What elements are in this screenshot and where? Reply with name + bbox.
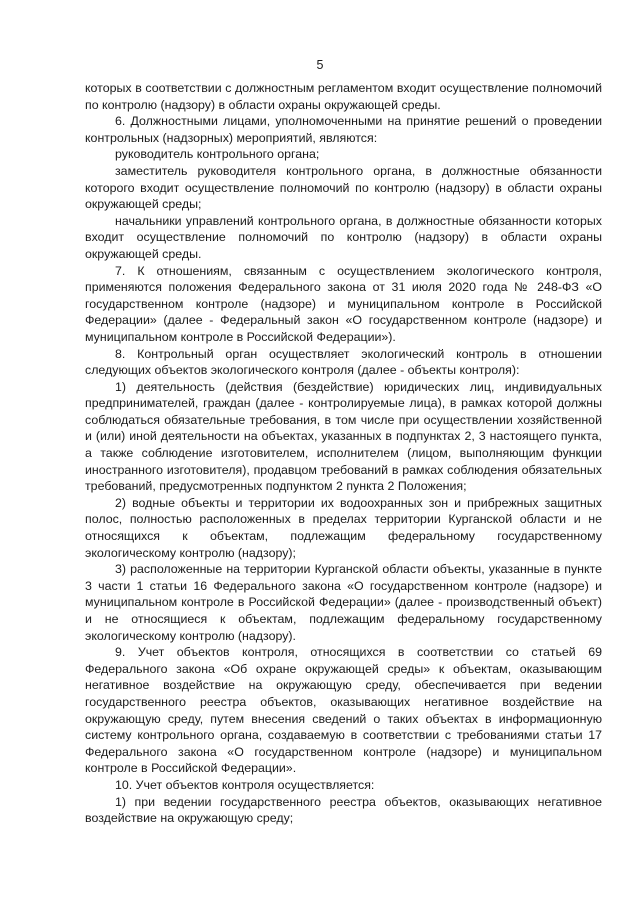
paragraph: которых в соответствии с должностным регламентом входит осуществление полномочий по контролю (надзору) в области охраны окружающей среды. xyxy=(85,81,602,112)
paragraph: начальники управлений контрольного органа, в должностные обязанности которых входит осуществление полномочий по контролю (надзору) в области охраны окружающей среды. xyxy=(85,213,602,261)
paragraph: 7. К отношениям, связанным с осуществлением экологического контроля, применяются положения Федерального закона от 31 июля 2020 года № 248-ФЗ «О государственном контроле (надзоре) и муниципальном контроле в Российской Федерации» (далее - Федеральный закон «О государственном контроле (надзоре) и муниципальном контроле в Российской Федерации»). xyxy=(85,263,602,344)
paragraph: 6. Должностными лицами, уполномоченными на принятие решений о проведении контрольных (надзорных) мероприятий, являются: xyxy=(85,114,602,145)
paragraph: руководитель контрольного органа; xyxy=(115,147,320,162)
paragraph: 1) деятельность (действия (бездействие) юридических лиц, индивидуальных предпринимателей, граждан (далее - контролируемые лица), в рамках которой должны соблюдаться обязательные требования, в том числе при осуществлении хозяйственной и (или) иной деятельности на объектах, указанных в подпунктах 2, 3 настоящего пункта, а также соблюдение изготовителем, исполнителем (лицом, выполняющим функции иностранного изготовителя), продавцом требований в рамках соблюдения обязательных требований, предусмотренных подпунктом 2 пункта 2 Положения; xyxy=(85,379,602,494)
paragraph: 9. Учет объектов контроля, относящихся в соответствии со статьей 69 Федерального закона «Об охране окружающей среды» к объектам, оказывающим негативное воздействие на окружающую среду, обеспечивается при ведении государственного реестра объектов, оказывающих негативное воздействие на окружающую среду, путем внесения сведений о таких объектах в информационную систему контрольного органа, создаваемую в соответствии с требованиями статьи 17 Федерального закона «О государственном контроле (надзоре) и муниципальном контроле в Российской Федерации». xyxy=(85,645,602,776)
paragraph: 2) водные объекты и территории их водоохранных зон и прибрежных защитных полос, полностью расположенных в пределах территории Курганской области и не относящихся к объектам, подлежащим федеральному государственному экологическому контролю (надзору); xyxy=(85,495,602,560)
paragraph: 3) расположенные на территории Курганской области объекты, указанные в пункте 3 части 1 статьи 16 Федерального закона «О государственном контроле (надзоре) и муниципальном контроле в Российской Федерации» (далее - производственный объект) и не относящиеся к объектам, подлежащим федеральному государственному экологическому контролю (надзору). xyxy=(85,562,602,643)
paragraph: 10. Учет объектов контроля осуществляется: xyxy=(115,777,375,792)
document-body xyxy=(85,80,602,827)
paragraph: заместитель руководителя контрольного органа, в должностные обязанности которого входит осуществление полномочий по контролю (надзору) в области охраны окружающей среды; xyxy=(85,163,602,212)
paragraph: 8. Контрольный орган осуществляет экологический контроль в отношении следующих объектов экологического контроля (далее - объекты контроля): xyxy=(85,346,602,378)
page-number: 5 xyxy=(316,58,324,72)
paragraph: 1) при ведении государственного реестра объектов, оказывающих негативное воздействие на окружающую среду; xyxy=(85,794,602,826)
